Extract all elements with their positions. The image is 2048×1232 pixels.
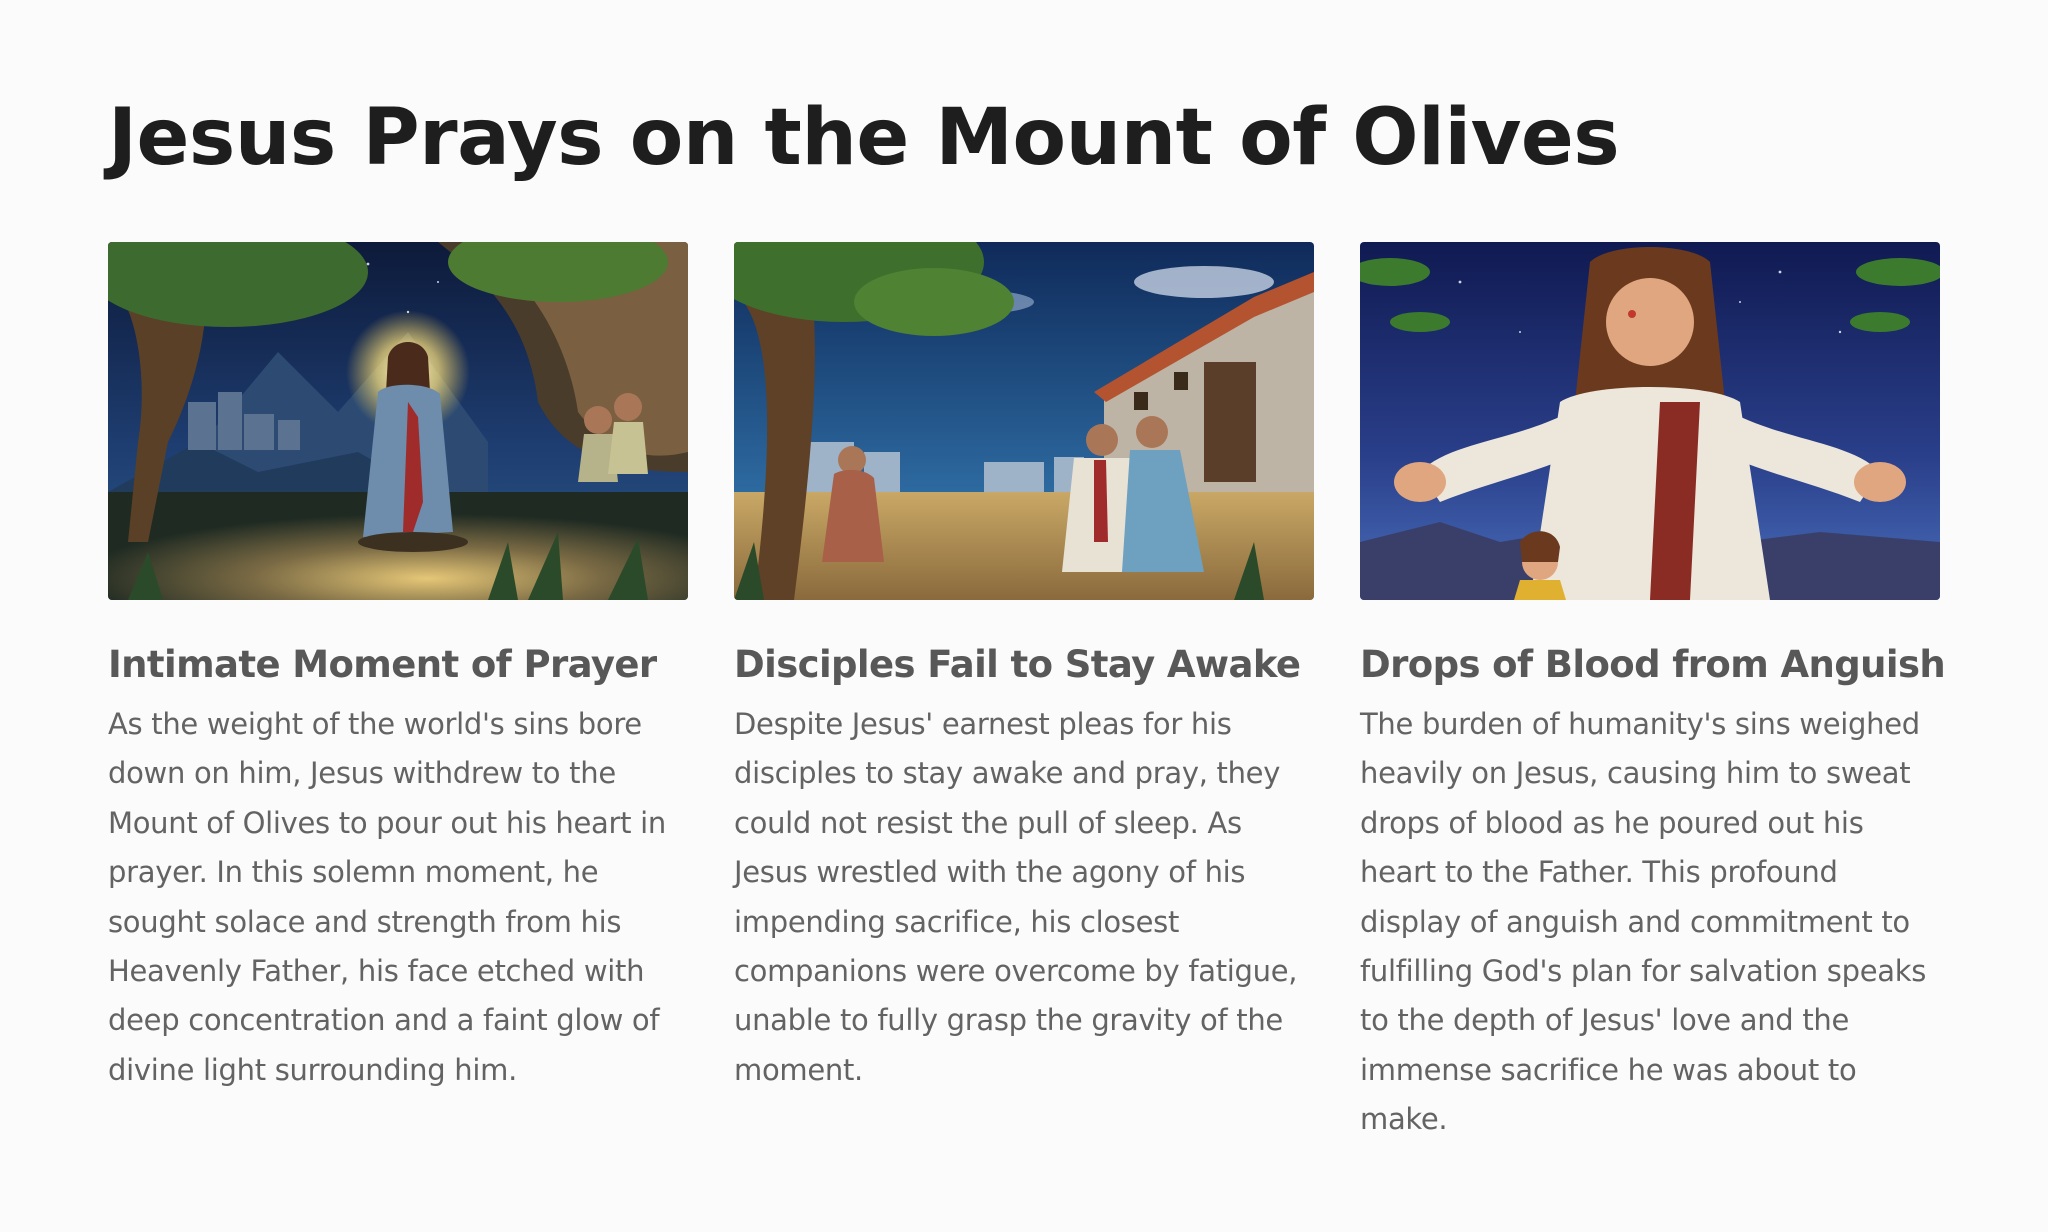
card-heading: Intimate Moment of Prayer — [108, 643, 657, 686]
disciples-conversation-illustration-icon — [734, 242, 1314, 600]
card-description: As the weight of the world's sins bore down on him, Jesus withdrew to the Mount of Olives to pour out his heart in prayer. In this solemn moment, he sought solace and strength from his Heavenly Father, his face etched with deep concentration and a faint glow of divine light surrounding him. — [108, 707, 666, 1087]
card-prayer — [108, 242, 688, 1145]
card-anguish — [1360, 242, 1946, 1145]
card-heading: Disciples Fail to Stay Awake — [734, 643, 1301, 686]
card-grid — [108, 242, 1946, 1145]
night-prayer-illustration-svg — [108, 242, 688, 600]
card-heading: Drops of Blood from Anguish — [1360, 643, 1946, 686]
page-title: Jesus Prays on the Mount of Olives — [108, 93, 1620, 183]
card-description: The burden of humanity's sins weighed heavily on Jesus, causing him to sweat drops of blood as he poured out his heart to the Father. This profound display of anguish and commitment to fulfilling God's plan for salvation speaks to the depth of Jesus' love and the immense sacrifice he was about to make. — [1360, 707, 1927, 1137]
anguish-illustration-icon — [1360, 242, 1940, 600]
page — [108, 0, 1946, 1232]
anguish-illustration-svg — [1360, 242, 1940, 600]
card-disciples — [734, 242, 1314, 1145]
disciples-conversation-illustration-svg — [734, 242, 1314, 600]
card-description: Despite Jesus' earnest pleas for his disciples to stay awake and pray, they could not resist the pull of sleep. As Jesus wrestled with the agony of his impending sacrifice, his closest companions were overcome by fatigue, unable to fully grasp the gravity of the moment. — [734, 707, 1298, 1087]
night-prayer-illustration-icon — [108, 242, 688, 600]
